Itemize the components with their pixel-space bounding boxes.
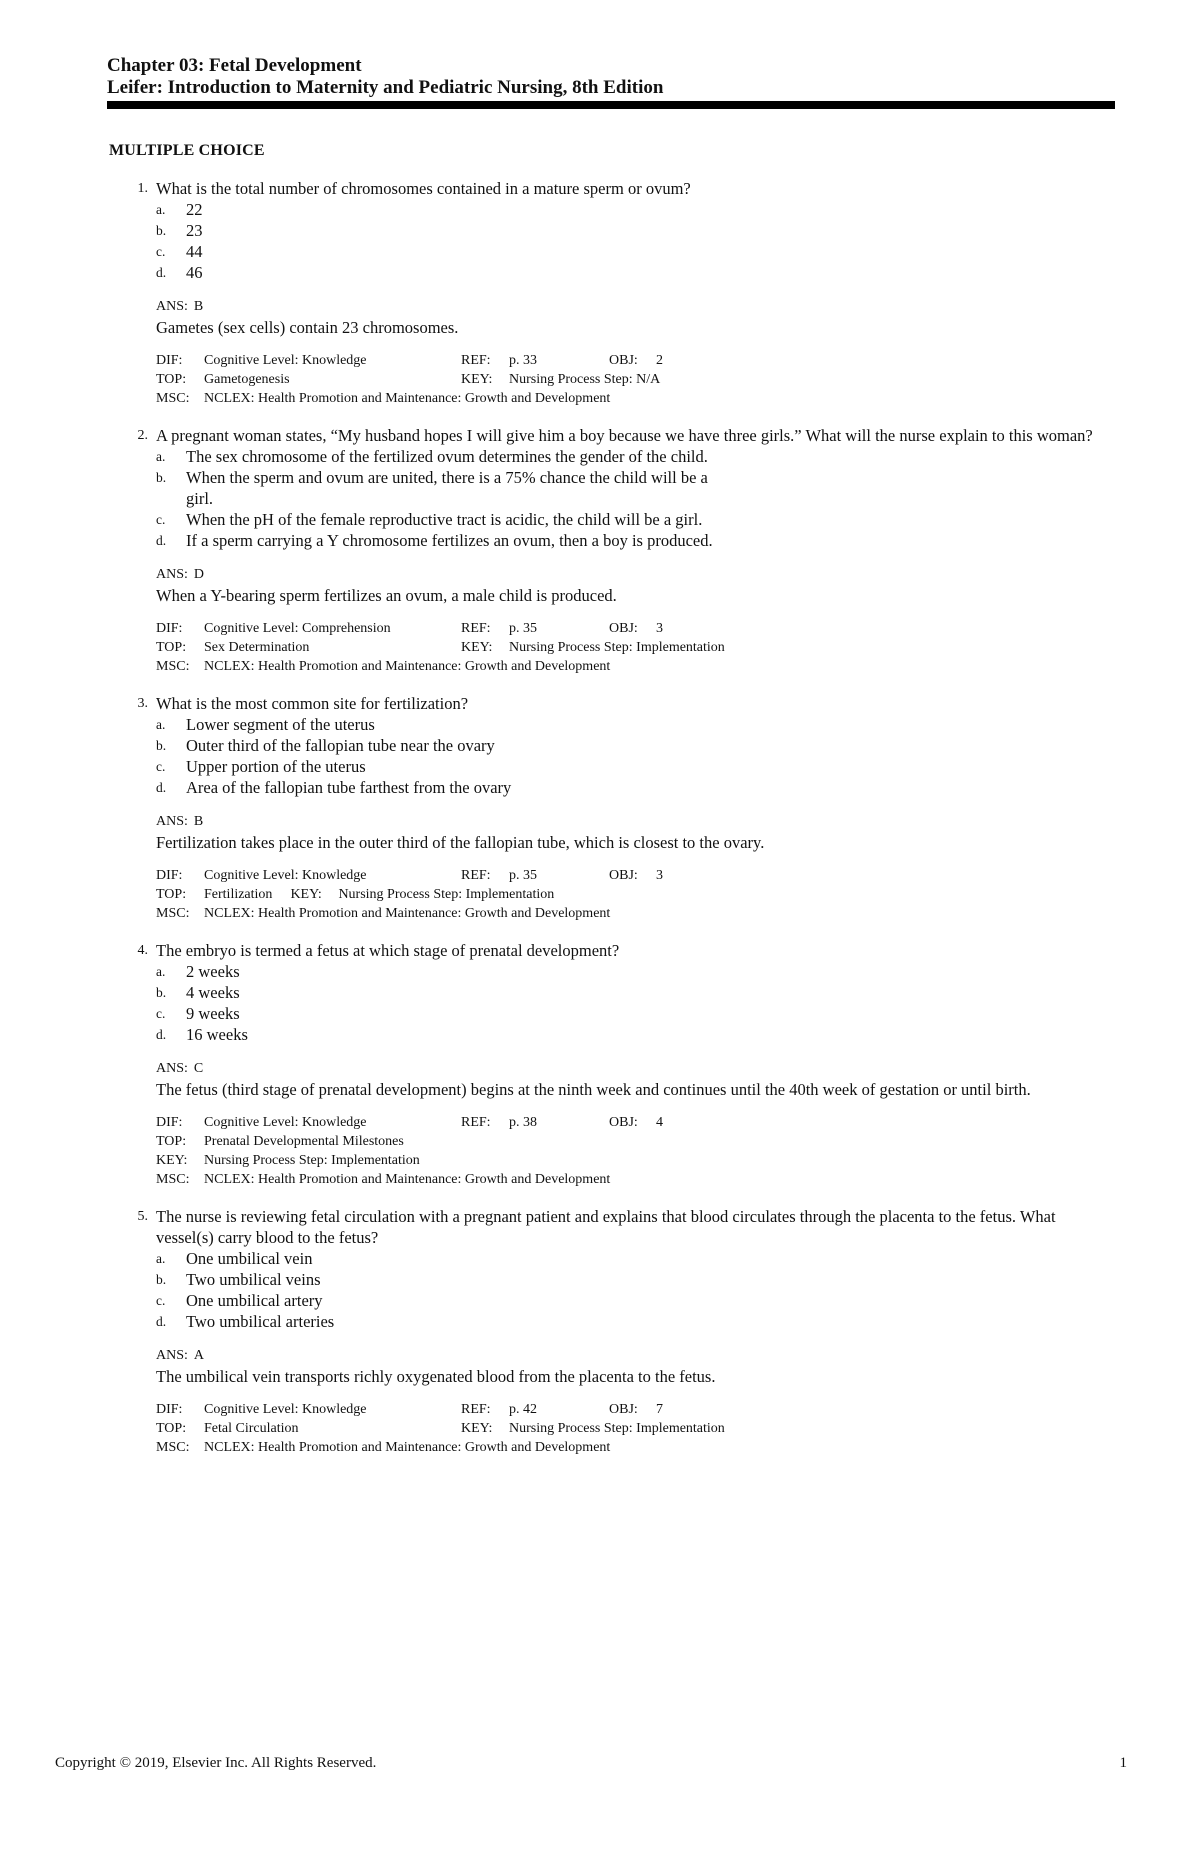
question-number: 3. (137, 696, 148, 711)
option-list (156, 1248, 1113, 1332)
option-d: d. 46 (156, 263, 203, 282)
option-b: b. 23 (156, 221, 203, 240)
option-a: a. Lower segment of the uterus (156, 715, 375, 734)
option-b: b. 4 weeks (156, 983, 240, 1002)
option-d: d. If a sperm carrying a Y chromosome fertilizes an ovum, then a boy is produced. (156, 531, 713, 550)
question-stem: What is the total number of chromosomes contained in a mature sperm or ovum? (156, 179, 691, 198)
option-list (156, 961, 1113, 1045)
answer: ANS: C (156, 1061, 204, 1076)
option-a: a. One umbilical vein (156, 1249, 313, 1268)
question-stem: The nurse is reviewing fetal circulation with a pregnant patient and explains that blood circulates through the placenta to the fetus. What vessel(s) carry blood to the fetus? (156, 1207, 1056, 1247)
option-a: a. 22 (156, 200, 203, 219)
section-title: MULTIPLE CHOICE (109, 142, 265, 159)
question-number: 2. (137, 428, 148, 443)
option-c: c. 9 weeks (156, 1004, 240, 1023)
question-metadata: DIF: Cognitive Level: Knowledge REF: p. 38 OBJ: 4 TOP: Prenatal Developmental Milestones KEY: Nursing Process Step: Implementation MSC: NCLEX: Health Promotion and Maintenance: Growth and Development (156, 1115, 663, 1187)
rationale: The umbilical vein transports richly oxygenated blood from the placenta to the fetus. (156, 1367, 716, 1386)
question-number: 4. (137, 943, 148, 958)
rationale: When a Y-bearing sperm fertilizes an ovum, a male child is produced. (156, 586, 617, 605)
question-1 (128, 178, 1113, 408)
option-b: b. Outer third of the fallopian tube near the ovary (156, 736, 495, 755)
question-number: 5. (137, 1209, 148, 1224)
question-number: 1. (137, 181, 148, 196)
copyright-notice: Copyright © 2019, Elsevier Inc. All Rights Reserved. (55, 1755, 377, 1771)
question-stem: What is the most common site for fertilization? (156, 694, 469, 713)
question-4 (128, 940, 1113, 1189)
question-3 (128, 693, 1113, 923)
header-rule (107, 101, 1115, 109)
option-a: a. The sex chromosome of the fertilized ovum determines the gender of the child. (156, 447, 708, 466)
option-list (156, 199, 1113, 283)
question-metadata: DIF: Cognitive Level: Knowledge REF: p. 35 OBJ: 3 TOP: Fertilization KEY: Nursing Process Step: Implementation MSC: NCLEX: Health Promotion and Maintenance: Growth and Development (156, 868, 663, 921)
option-c: c. Upper portion of the uterus (156, 757, 366, 776)
answer: ANS: A (156, 1348, 205, 1363)
answer: ANS: B (156, 814, 204, 829)
rationale: Gametes (sex cells) contain 23 chromosomes. (156, 318, 459, 337)
page-footer (55, 1755, 1127, 1772)
rationale: The fetus (third stage of prenatal development) begins at the ninth week and continues until the 40th week of gestation or until birth. (156, 1080, 1031, 1099)
question-metadata: DIF: Cognitive Level: Knowledge REF: p. 42 OBJ: 7 TOP: Fetal Circulation KEY: Nursing Process Step: Implementation MSC: NCLEX: Health Promotion and Maintenance: Growth and Development (156, 1402, 725, 1455)
option-list (156, 446, 1113, 551)
option-c: c. 44 (156, 242, 203, 261)
option-c: c. When the pH of the female reproductive tract is acidic, the child will be a girl. (156, 510, 703, 529)
document-header (107, 55, 1115, 99)
option-b: b. When the sperm and ovum are united, there is a 75% chance the child will be a girl. (156, 468, 708, 508)
book-title: Leifer: Introduction to Maternity and Pediatric Nursing, 8th Edition (107, 77, 664, 98)
option-d: d. 16 weeks (156, 1025, 248, 1044)
option-d: d. Area of the fallopian tube farthest from the ovary (156, 778, 512, 797)
option-c: c. One umbilical artery (156, 1291, 323, 1310)
question-stem: The embryo is termed a fetus at which stage of prenatal development? (156, 941, 620, 960)
question-metadata: DIF: Cognitive Level: Comprehension REF: p. 35 OBJ: 3 TOP: Sex Determination KEY: Nursing Process Step: Implementation MSC: NCLEX: Health Promotion and Maintenance: Growth and Development (156, 621, 725, 674)
option-list (156, 714, 1113, 798)
page-number: 1 (1119, 1755, 1127, 1771)
question-stem: A pregnant woman states, “My husband hopes I will give him a boy because we have three girls.” What will the nurse explain to this woman? (156, 426, 1093, 445)
rationale: Fertilization takes place in the outer third of the fallopian tube, which is closest to the ovary. (156, 833, 765, 852)
option-a: a. 2 weeks (156, 962, 240, 981)
question-list (128, 178, 1113, 1474)
chapter-title: Chapter 03: Fetal Development (107, 55, 362, 76)
option-b: b. Two umbilical veins (156, 1270, 321, 1289)
question-metadata: DIF: Cognitive Level: Knowledge REF: p. 33 OBJ: 2 TOP: Gametogenesis KEY: Nursing Process Step: N/A MSC: NCLEX: Health Promotion and Maintenance: Growth and Development (156, 353, 663, 406)
question-2 (128, 425, 1113, 676)
question-5 (128, 1206, 1113, 1457)
answer: ANS: B (156, 299, 204, 314)
option-d: d. Two umbilical arteries (156, 1312, 335, 1331)
answer: ANS: D (156, 567, 205, 582)
